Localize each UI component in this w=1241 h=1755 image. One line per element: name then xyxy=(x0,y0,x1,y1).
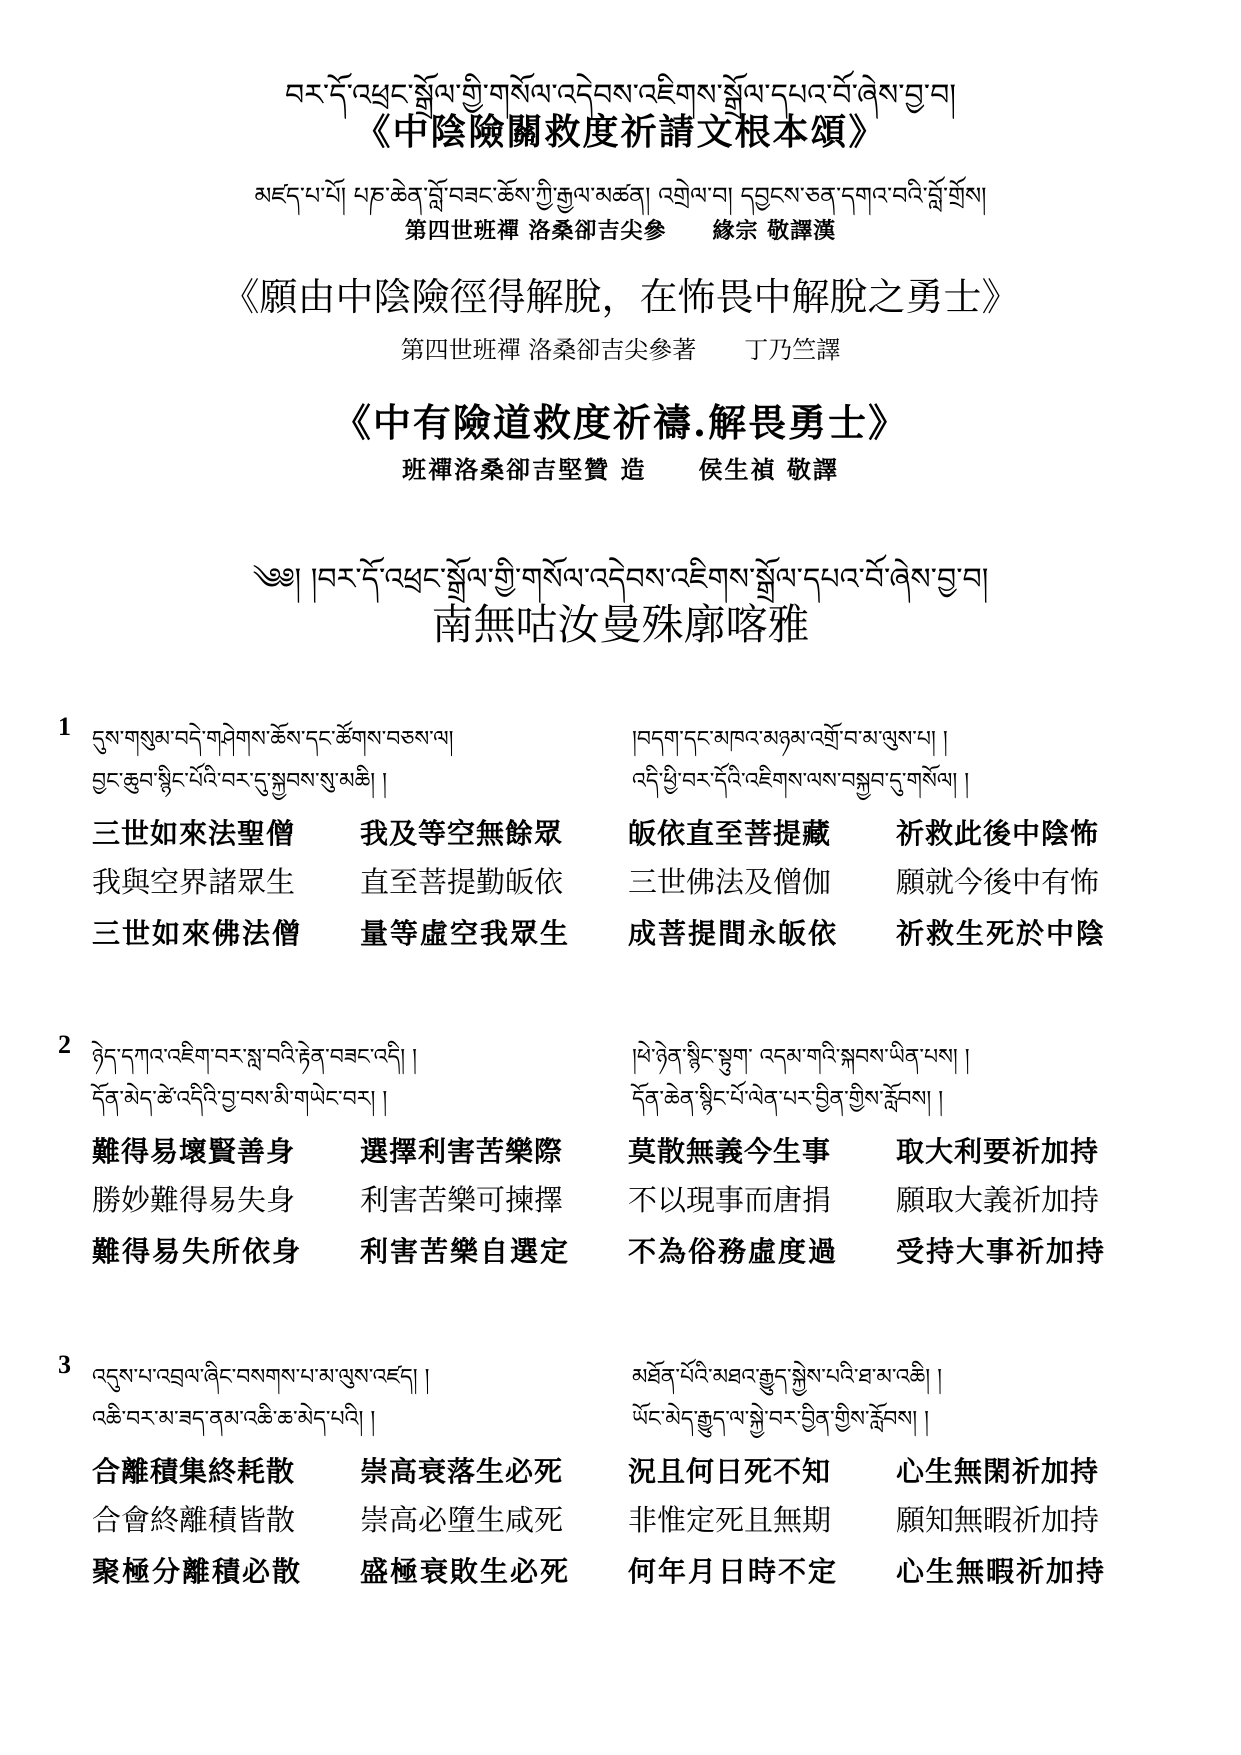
translation-row xyxy=(92,1450,1192,1490)
translation-row xyxy=(92,1178,1192,1218)
verse-phrase: 皈依直至菩提藏 xyxy=(628,817,832,850)
verse-phrase: 成菩提間永皈依 xyxy=(628,917,839,950)
verse-phrase: 我與空界諸眾生 xyxy=(92,865,296,899)
verse-phrase: 莫散無義今生事 xyxy=(628,1135,832,1168)
verse-phrase: 不為俗務虛度過 xyxy=(628,1235,839,1268)
tibetan-line: འདི་ཕྱི་བར་དོའི་འཇིགས་ལས་བསྐྱབ་དུ་གསོལ། ། xyxy=(632,769,970,794)
tibetan-line: ཡོང་མེད་རྒྱུད་ལ་སྐྱེ་བར་བྱིན་གྱིས་རློབས། ། xyxy=(632,1407,929,1432)
verse-phrase: 合離積集終耗散 xyxy=(92,1455,296,1488)
title-chinese-1: 《中陰險關救度祈請文根本頌》 xyxy=(354,111,887,153)
verse-phrase: 盛極衰敗生必死 xyxy=(360,1555,571,1588)
verse-number: 1 xyxy=(58,712,71,741)
verse-phrase: 難得易失所依身 xyxy=(92,1235,303,1268)
tibetan-line: ཉེད་དཀའ་འཇིག་བར་སླ་བའི་རྟེན་བཟང་འདི། ། xyxy=(92,1045,418,1070)
credit-line-3: 班禪洛桑卻吉堅贊 造 侯生禎 敬譯 xyxy=(402,455,839,484)
tibetan-line: །ཕེ་ཉེན་སྙིང་སྟུག་ འདམ་གའི་སྐབས་ཡིན་པས། ། xyxy=(632,1045,970,1070)
tibetan-line: །བདག་དང་མཁའ་མཉམ་འགྲོ་བ་མ་ལུས་པ། ། xyxy=(632,727,948,752)
translation-row xyxy=(92,1130,1192,1170)
tibetan-line: བྱང་ཆུབ་སྙིང་པོའི་བར་དུ་སྐྱབས་སུ་མཆི། ། xyxy=(92,769,387,794)
verse-phrase: 利害苦樂自選定 xyxy=(360,1235,571,1268)
verse-phrase: 願取大義祈加持 xyxy=(896,1183,1100,1217)
verse-phrase: 祈救此後中陰怖 xyxy=(896,817,1100,850)
translation-row xyxy=(92,912,1192,952)
verse-phrase: 三世如來法聖僧 xyxy=(92,817,296,850)
translation-row xyxy=(92,860,1192,900)
verse-number: 3 xyxy=(58,1350,71,1379)
translation-row xyxy=(92,812,1192,852)
verse-phrase: 三世佛法及僧伽 xyxy=(628,865,832,899)
translation-row xyxy=(92,1498,1192,1538)
verse-phrase: 我及等空無餘眾 xyxy=(360,817,564,850)
verse-phrase: 利害苦樂可揀擇 xyxy=(360,1183,564,1217)
verse-phrase: 心生無閑祈加持 xyxy=(896,1455,1100,1488)
verse-phrase: 三世如來佛法僧 xyxy=(92,917,303,950)
tibetan-line: དོན་ཆེན་སྙིང་པོ་ལེན་པར་བྱིན་གྱིས་རློབས། ། xyxy=(632,1087,944,1112)
verse-phrase: 願知無暇祈加持 xyxy=(896,1503,1100,1537)
verse-phrase: 崇高衰落生必死 xyxy=(360,1455,564,1488)
verse-phrase: 非惟定死且無期 xyxy=(628,1503,832,1537)
invocation: 南無咕汝曼殊廓喀雅 xyxy=(431,600,810,649)
verse-number: 2 xyxy=(58,1030,71,1059)
title-chinese-3: 《中有險道救度祈禱.解畏勇士》 xyxy=(332,400,909,445)
verse-phrase: 不以現事而唐捐 xyxy=(628,1183,832,1217)
verse-phrase: 聚極分離積必散 xyxy=(92,1555,303,1588)
verse-phrase: 祈救生死於中陰 xyxy=(896,917,1107,950)
verse-phrase: 取大利要祈加持 xyxy=(896,1135,1100,1168)
verse-phrase: 難得易壞賢善身 xyxy=(92,1135,296,1168)
tibetan-line: མཐོན་པོའི་མཐའ་རྒྱུད་སྐྱེས་པའི་ཐ་མ་འཆི། ། xyxy=(632,1365,943,1390)
verse-phrase: 何年月日時不定 xyxy=(628,1555,839,1588)
verse-phrase: 合會終離積皆散 xyxy=(92,1503,296,1537)
verse-phrase: 勝妙難得易失身 xyxy=(92,1183,296,1217)
verse-phrase: 受持大事祈加持 xyxy=(896,1235,1107,1268)
verse-phrase: 況且何日死不知 xyxy=(628,1455,832,1488)
title-chinese-2: 《願由中陰險徑得解脫，在怖畏中解脫之勇士》 xyxy=(221,275,1020,319)
verse-phrase: 選擇利害苦樂際 xyxy=(360,1135,564,1168)
tibetan-line: འདུས་པ་འབྲལ་ཞིང་བསགས་པ་མ་ལུས་འཛད། ། xyxy=(92,1365,430,1390)
verse-phrase: 願就今後中有怖 xyxy=(896,865,1100,899)
tibetan-authors: མཛད་པ་པོ། པཎ་ཆེན་བློ་བཟང་ཆོས་ཀྱི་རྒྱལ་མཚན། འགྲེལ་བ། དབྱངས་ཅན་དགའ་བའི་བློ་གྲོས། xyxy=(254,182,987,210)
credit-line-2: 第四世班禪 洛桑卻吉尖參著 丁乃竺譯 xyxy=(400,336,841,364)
tibetan-line: དོན་མེད་ཚེ་འདིའི་བྱ་བས་མི་གཡེང་བར། ། xyxy=(92,1087,388,1112)
verse-phrase: 直至菩提勤皈依 xyxy=(360,865,564,899)
verse-phrase: 量等虛空我眾生 xyxy=(360,917,571,950)
translation-row xyxy=(92,1230,1192,1270)
tibetan-title: བར་དོ་འཕྲང་སྒྲོལ་གྱི་གསོལ་འདེབས་འཇིགས་སྒྲོལ་དཔའ་བོ་ཞེས་བྱ་བ། xyxy=(285,78,956,113)
verse-phrase: 心生無暇祈加持 xyxy=(896,1555,1107,1588)
credit-line-1: 第四世班禪 洛桑卻吉尖參 緣宗 敬譯漢 xyxy=(404,218,837,244)
tibetan-line: འཆི་བར་མ་ཟད་ནམ་འཆི་ཆ་མེད་པའི། ། xyxy=(92,1407,376,1432)
tibetan-title-2: ༄༅། །བར་དོ་འཕྲང་སྒྲོལ་གྱི་གསོལ་འདེབས་འཇིགས་སྒྲོལ་དཔའ་བོ་ཞེས་བྱ་བ། xyxy=(252,562,989,597)
verse-phrase: 崇高必墮生咸死 xyxy=(360,1503,564,1537)
translation-row xyxy=(92,1550,1192,1590)
tibetan-line: དུས་གསུམ་བདེ་གཤེགས་ཆོས་དང་ཚོགས་བཅས་ལ། xyxy=(92,727,454,752)
